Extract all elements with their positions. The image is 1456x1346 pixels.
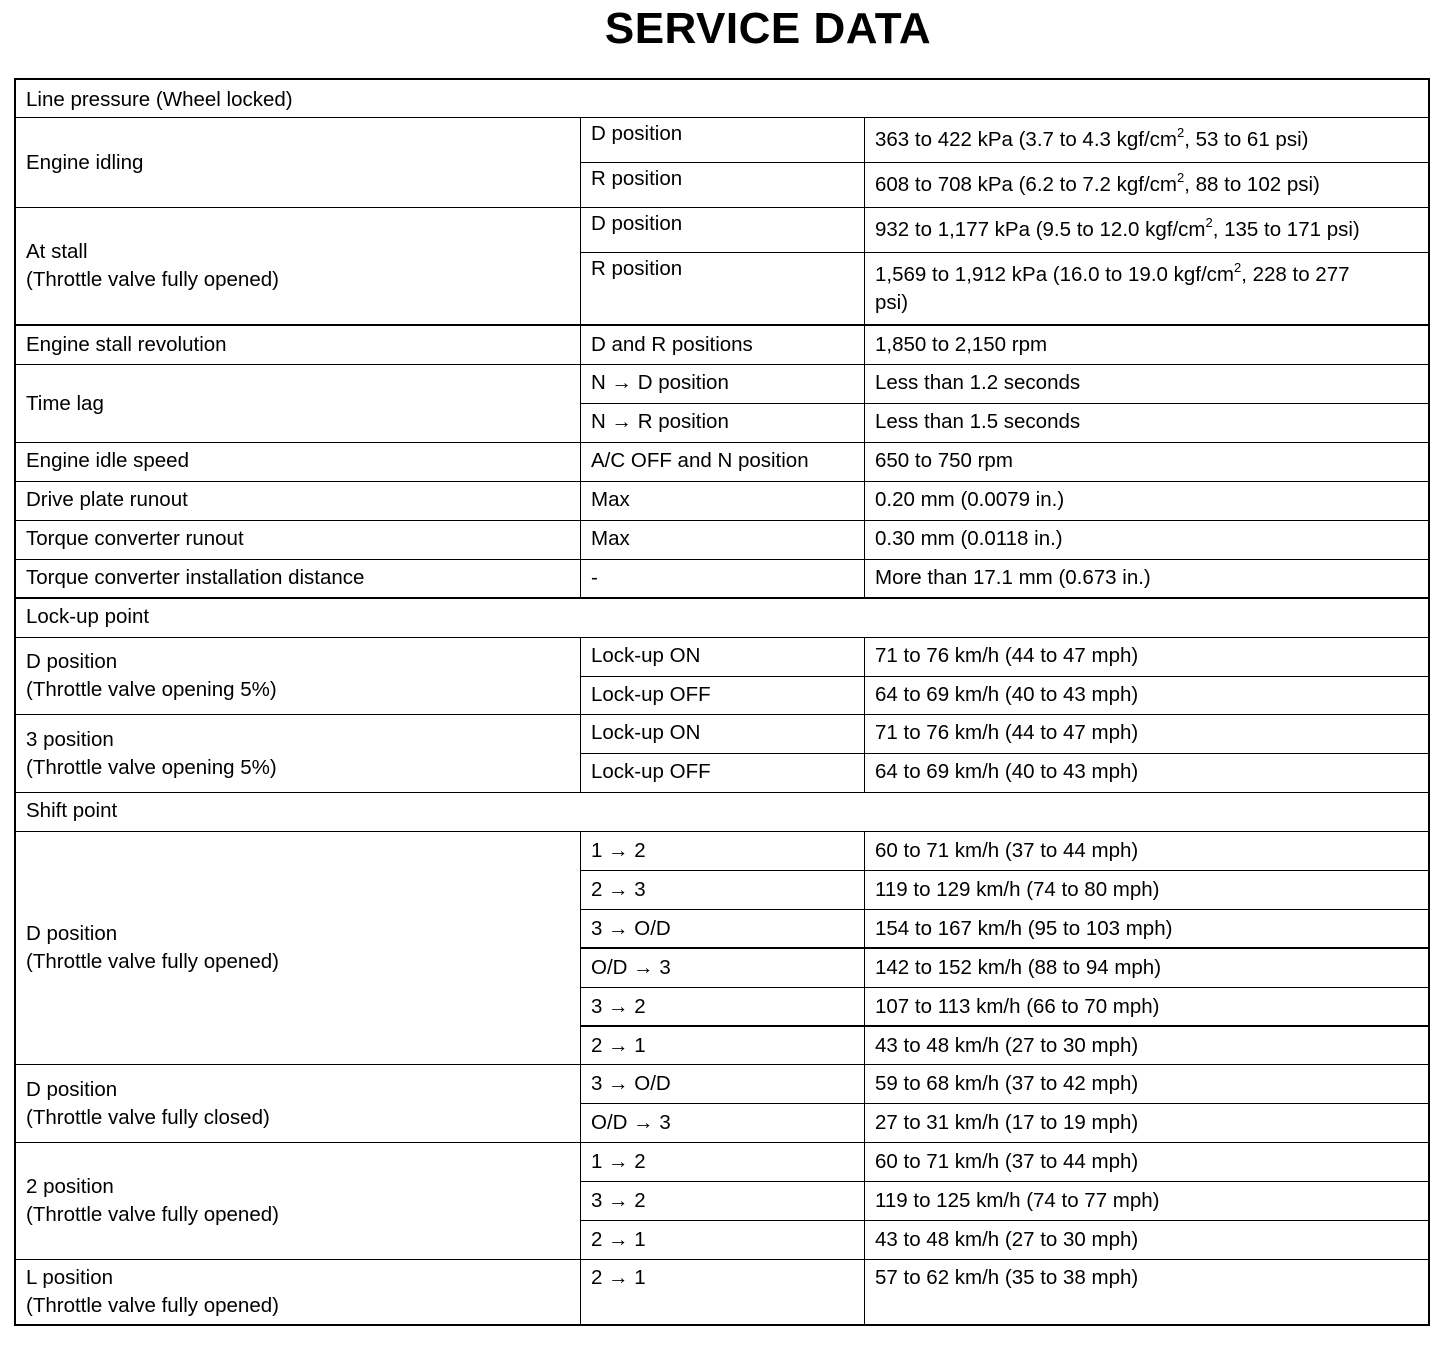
lockup-d-line2: (Throttle valve opening 5%) [26, 678, 277, 701]
lockup-d-line1: D position [26, 650, 118, 673]
lockup-d-off: Lock-up OFF [591, 683, 711, 706]
shift-d-open-shift-6: 2 → 1 [591, 1034, 646, 1057]
tc-install-value: More than 17.1 mm (0.673 in.) [875, 566, 1151, 589]
lockup-3-on: Lock-up ON [591, 721, 701, 744]
shift-d-open-value-4: 142 to 152 km/h (88 to 94 mph) [875, 956, 1162, 979]
lockup-d-on-value: 71 to 76 km/h (44 to 47 mph) [875, 644, 1139, 667]
engine-idling-text: Engine idling [26, 150, 144, 174]
shift-d-open-value-2: 119 to 129 km/h (74 to 80 mph) [875, 878, 1160, 901]
shift-l-line1: L position [26, 1266, 113, 1289]
drive-plate-label: Drive plate runout [26, 488, 188, 511]
time-lag-text: Time lag [26, 391, 104, 415]
shift-d-open-value-3: 154 to 167 km/h (95 to 103 mph) [875, 917, 1173, 940]
shift-d-closed-shift-1: 3 → O/D [591, 1072, 671, 1095]
time-lag-nd: N → D position [591, 371, 729, 394]
shift-d-open-line2: (Throttle valve fully opened) [26, 950, 279, 973]
tc-install-condition: - [591, 566, 598, 589]
at-stall-d-value: 932 to 1,177 kPa (9.5 to 12.0 kgf/$cm^2$, 135 to 171 psi) [875, 215, 1360, 241]
shift-d-open-shift-3: 3 → O/D [591, 917, 671, 940]
shift-2-value-1: 60 to 71 km/h (37 to 44 mph) [875, 1150, 1139, 1173]
shift-l-label [16, 1260, 580, 1324]
lockup-3-line2: (Throttle valve opening 5%) [26, 755, 277, 779]
lockup-d-label [16, 638, 580, 714]
lockup-d-on: Lock-up ON [591, 644, 701, 667]
shift-2-line2: (Throttle valve fully opened) [26, 1203, 279, 1226]
shift-d-closed-shift-2: O/D → 3 [591, 1111, 671, 1134]
engine-idling-d-value: 363 to 422 kPa (3.7 to 4.3 kgf/$cm^2$, 53 to 61 psi) [875, 125, 1309, 151]
at-stall-d-position: D position [591, 212, 683, 235]
shift-d-open-label [16, 832, 580, 1064]
drive-plate-condition: Max [591, 488, 630, 511]
shift-d-closed-value-2: 27 to 31 km/h (17 to 19 mph) [875, 1111, 1139, 1134]
shift-d-closed-label [16, 1065, 580, 1142]
time-lag-nr: N → R position [591, 410, 729, 433]
lockup-3-line1: 3 position [26, 727, 114, 751]
stall-rev-condition: D and R positions [591, 333, 753, 356]
page-title: SERVICE DATA [604, 4, 932, 53]
shift-2-shift-1: 1 → 2 [591, 1150, 646, 1173]
lockup-3-off-value: 64 to 69 km/h (40 to 43 mph) [875, 760, 1139, 783]
stall-rev-label: Engine stall revolution [26, 333, 227, 356]
time-lag-nd-value: Less than 1.2 seconds [875, 371, 1081, 394]
tc-runout-value: 0.30 mm (0.0118 in.) [875, 527, 1063, 550]
lockup-3-off: Lock-up OFF [591, 760, 711, 783]
shift-l-line2: (Throttle valve fully opened) [26, 1294, 279, 1317]
shift-d-open-shift-5: 3 → 2 [591, 995, 646, 1018]
lockup-3-on-value: 71 to 76 km/h (44 to 47 mph) [875, 721, 1139, 744]
engine-idling-label [16, 118, 580, 207]
lockup-d-off-value: 64 to 69 km/h (40 to 43 mph) [875, 683, 1139, 706]
shift-d-open-value-6: 43 to 48 km/h (27 to 30 mph) [875, 1034, 1139, 1057]
shift-d-open-line1: D position [26, 922, 118, 945]
shift-d-closed-line1: D position [26, 1077, 118, 1101]
shift-2-label [16, 1143, 580, 1259]
shift-d-closed-value-1: 59 to 68 km/h (37 to 42 mph) [875, 1072, 1139, 1095]
tc-runout-label: Torque converter runout [26, 527, 244, 550]
shift-d-open-value-1: 60 to 71 km/h (37 to 44 mph) [875, 839, 1139, 862]
time-lag-label [16, 365, 580, 442]
shift-2-shift-3: 2 → 1 [591, 1228, 646, 1251]
service-data-table [14, 78, 1430, 1326]
lockup-3-label [16, 715, 580, 792]
idle-speed-value: 650 to 750 rpm [875, 449, 1013, 472]
shift-2-shift-2: 3 → 2 [591, 1189, 646, 1212]
at-stall-r-position: R position [591, 257, 683, 280]
section-lockup-point: Lock-up point [26, 605, 150, 628]
shift-l-shift-1: 2 → 1 [591, 1266, 646, 1289]
section-shift-point: Shift point [26, 799, 118, 822]
shift-2-line1: 2 position [26, 1175, 114, 1198]
shift-d-open-shift-2: 2 → 3 [591, 878, 646, 901]
section-line-pressure: Line pressure (Wheel locked) [26, 88, 293, 111]
tc-install-label: Torque converter installation distance [26, 566, 365, 589]
time-lag-nr-value: Less than 1.5 seconds [875, 410, 1081, 433]
at-stall-label [16, 208, 580, 324]
at-stall-line1: At stall [26, 240, 88, 263]
shift-d-open-shift-1: 1 → 2 [591, 839, 646, 862]
idle-speed-label: Engine idle speed [26, 449, 189, 472]
shift-2-value-2: 119 to 125 km/h (74 to 77 mph) [875, 1189, 1160, 1212]
shift-d-open-value-5: 107 to 113 km/h (66 to 70 mph) [875, 995, 1160, 1018]
engine-idling-r-value: 608 to 708 kPa (6.2 to 7.2 kgf/$cm^2$, 88 to 102 psi) [875, 170, 1320, 196]
engine-idling-d-position: D position [591, 122, 683, 145]
shift-2-value-3: 43 to 48 km/h (27 to 30 mph) [875, 1228, 1139, 1251]
shift-l-value-1: 57 to 62 km/h (35 to 38 mph) [875, 1266, 1139, 1289]
shift-d-closed-line2: (Throttle valve fully closed) [26, 1105, 270, 1129]
shift-d-open-shift-4: O/D → 3 [591, 956, 671, 979]
idle-speed-condition: A/C OFF and N position [591, 449, 809, 472]
engine-idling-r-position: R position [591, 167, 683, 190]
at-stall-line2: (Throttle valve fully opened) [26, 268, 279, 291]
at-stall-r-value: 1,569 to 1,912 kPa (16.0 to 19.0 kgf/$cm^2$, 228 to 277 psi) [875, 260, 1350, 314]
tc-runout-condition: Max [591, 527, 630, 550]
drive-plate-value: 0.20 mm (0.0079 in.) [875, 488, 1065, 511]
stall-rev-value: 1,850 to 2,150 rpm [875, 333, 1048, 356]
